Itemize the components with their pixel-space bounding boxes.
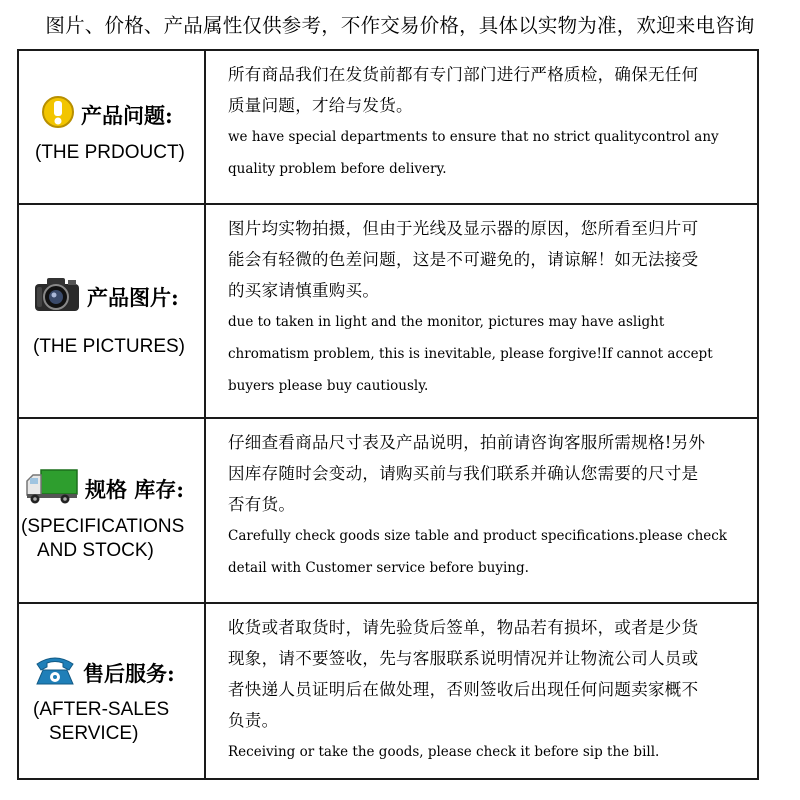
camera-icon xyxy=(33,275,81,318)
row-title-zh xyxy=(41,95,173,134)
row-title-en: (SPECIFICATIONS xyxy=(21,516,185,537)
row-title-zh-text: 产品问题: xyxy=(81,102,173,128)
text-zh-line: 仔细查看商品尺寸表及产品说明，拍前请咨询客服所需规格!另外 xyxy=(228,433,706,452)
row-label-cell xyxy=(19,51,206,203)
row-label-cell xyxy=(19,604,206,778)
info-table xyxy=(17,49,759,780)
truck-icon xyxy=(25,467,79,510)
text-zh-line: 收货或者取货时，请先验货后签单，物品若有损坏，或者是少货 xyxy=(228,618,699,637)
text-en-line: detail with Customer service before buying. xyxy=(228,560,529,576)
row-label-cell xyxy=(19,205,206,417)
header-notice: 图片、价格、产品属性仅供参考，不作交易价格，具体以实物为准，欢迎来电咨询 xyxy=(45,14,755,37)
text-zh-line: 因库存随时会变动，请购买前与我们联系并确认您需要的尺寸是 xyxy=(228,464,699,483)
row-title-zh xyxy=(33,654,175,691)
text-en-line: due to taken in light and the monitor, pictures may have aslight xyxy=(228,314,665,330)
telephone-icon xyxy=(33,654,77,691)
row-title-en: (AFTER-SALES xyxy=(33,699,170,720)
text-zh-line: 所有商品我们在发货前都有专门部门进行严格质检，确保无任何 xyxy=(228,65,699,84)
row-title-zh xyxy=(25,467,184,510)
exclamation-icon xyxy=(41,95,75,134)
row-content-cell xyxy=(206,205,757,417)
text-zh-line: 否有货。 xyxy=(228,495,296,514)
table-row-specifications xyxy=(19,419,757,604)
row-title-en: (THE PICTURES) xyxy=(33,336,185,357)
text-zh-line: 的买家请慎重购买。 xyxy=(228,281,380,300)
text-en-line: we have special departments to ensure that no strict qualitycontrol any xyxy=(228,129,719,145)
text-en-line: Receiving or take the goods, please check it before sip the bill. xyxy=(228,744,660,760)
row-content-cell xyxy=(206,419,757,602)
row-title-zh-text: 售后服务: xyxy=(83,660,175,686)
text-zh-line: 质量问题，才给与发货。 xyxy=(228,96,413,115)
text-zh-line: 负责。 xyxy=(228,711,279,730)
table-row-product xyxy=(19,51,757,205)
row-label-cell xyxy=(19,419,206,602)
row-title-zh-text: 规格 库存: xyxy=(85,476,185,502)
text-en-line: Carefully check goods size table and product specifications.please check xyxy=(228,528,727,544)
text-en-line: quality problem before delivery. xyxy=(228,161,447,177)
table-row-pictures xyxy=(19,205,757,419)
row-title-zh xyxy=(33,275,179,318)
row-content-cell xyxy=(206,51,757,203)
text-en-line: chromatism problem, this is inevitable, please forgive!If cannot accept xyxy=(228,346,713,362)
row-title-en: (THE PRDOUCT) xyxy=(35,142,185,163)
row-title-zh-text: 产品图片: xyxy=(87,284,179,310)
row-title-en: SERVICE) xyxy=(49,723,139,744)
text-zh-line: 者快递人员证明后在做处理，否则签收后出现任何问题卖家概不 xyxy=(228,680,699,699)
table-row-after-sales xyxy=(19,604,757,778)
text-zh-line: 能会有轻微的色差问题，这是不可避免的，请谅解！如无法接受 xyxy=(228,250,699,269)
row-title-en: AND STOCK) xyxy=(37,540,154,561)
text-en-line: buyers please buy cautiously. xyxy=(228,378,429,394)
row-content-cell xyxy=(206,604,757,778)
text-zh-line: 图片均实物拍摄，但由于光线及显示器的原因，您所看至归片可 xyxy=(228,219,699,238)
text-zh-line: 现象，请不要签收，先与客服联系说明情况并让物流公司人员或 xyxy=(228,649,699,668)
